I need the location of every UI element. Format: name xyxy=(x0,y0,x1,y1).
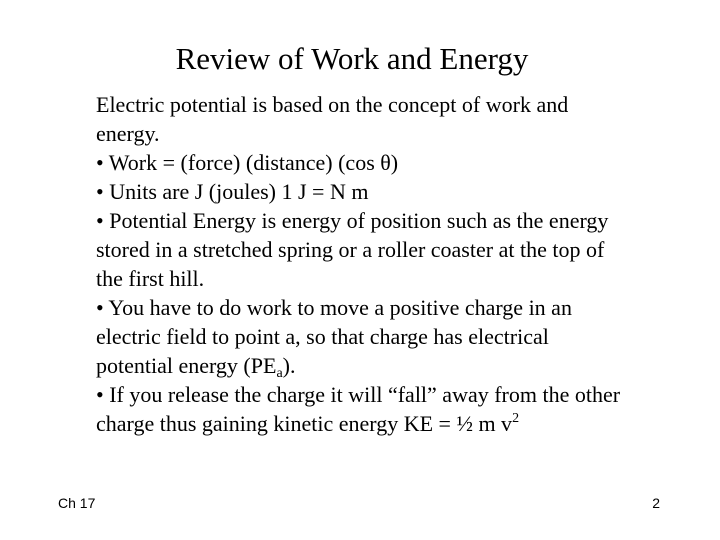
pe-subscript: a xyxy=(276,366,283,381)
intro-line-1: Electric potential is based on the concept of work and xyxy=(96,92,569,117)
pe-text: potential energy (PE xyxy=(96,353,277,378)
slide-body xyxy=(96,90,696,438)
units-bullet: • Units are J (joules) 1 J = N m xyxy=(96,179,369,204)
footer-chapter: Ch 17 xyxy=(58,495,96,511)
potential-energy-bullet-line-1: • Potential Energy is energy of position such as the energy xyxy=(96,208,609,233)
charge-work-bullet-line-3 xyxy=(96,351,696,380)
ke-superscript: 2 xyxy=(512,411,520,426)
ke-text: charge thus gaining kinetic energy KE = ½ m v xyxy=(96,411,513,436)
potential-energy-bullet-line-3: the first hill. xyxy=(96,266,205,291)
pe-closing-text: ). xyxy=(282,353,296,378)
release-bullet-line-1: • If you release the charge it will “fall” away from the other xyxy=(96,382,621,407)
intro-line-2: energy. xyxy=(96,121,160,146)
potential-energy-bullet-line-2: stored in a stretched spring or a roller coaster at the top of xyxy=(96,237,605,262)
footer-page-number: 2 xyxy=(652,495,660,511)
slide-title: Review of Work and Energy xyxy=(175,41,529,76)
release-bullet-line-2 xyxy=(96,409,696,438)
charge-work-bullet-line-2: electric field to point a, so that charge has electrical xyxy=(96,324,549,349)
work-bullet: • Work = (force) (distance) (cos θ) xyxy=(96,150,399,175)
charge-work-bullet-line-1: • You have to do work to move a positive charge in an xyxy=(96,295,572,320)
